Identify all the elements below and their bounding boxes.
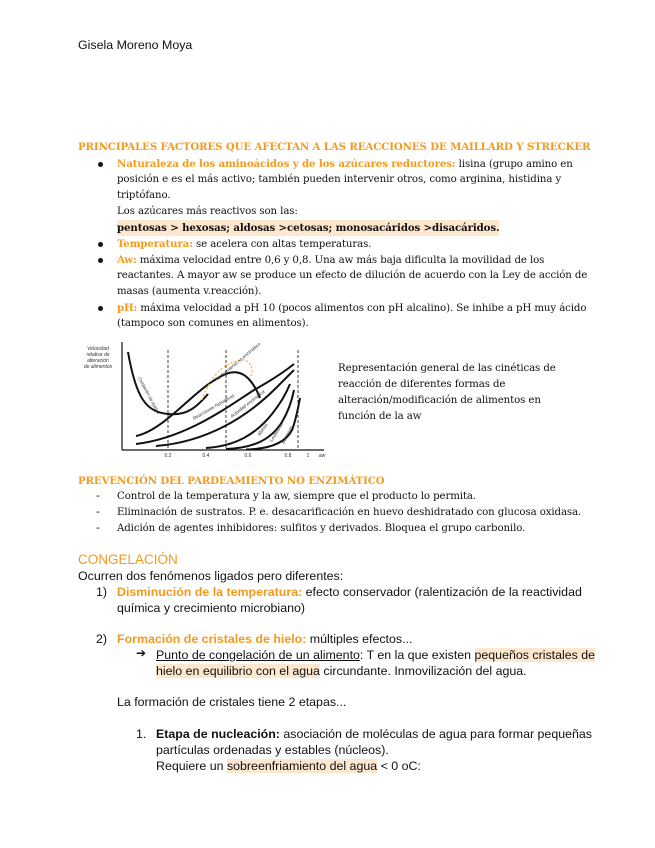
etapa-nucleacion-line3: Requiere un sobreenfriamiento del agua < 0 oC: bbox=[156, 759, 421, 773]
figure-caption: alteración/modificación de alimentos en bbox=[338, 395, 541, 406]
congelacion-intro: Ocurren dos fenómenos ligados pero diferentes: bbox=[78, 569, 344, 583]
figure-ylabel: de alimentos bbox=[83, 364, 113, 370]
etapas-intro: La formación de cristales tiene 2 etapas... bbox=[117, 695, 347, 709]
bullet bbox=[98, 258, 103, 263]
bullet-aw: Aw: máxima velocidad entre 0,6 y 0,8. Una aw más baja dificulta la movilidad de los bbox=[117, 254, 545, 266]
prevention-item: Adición de agentes inhibidores: sulfitos y derivados. Bloquea el grupo carbonilo. bbox=[117, 523, 526, 534]
xtick: 0.2 bbox=[164, 453, 172, 459]
label-enzimatica: Actividad enzimática bbox=[229, 389, 266, 419]
etapa-nucleacion: Etapa de nucleación: asociación de moléculas de agua para formar pequeñas bbox=[156, 727, 592, 741]
figure-ylabel: alteración bbox=[87, 358, 109, 364]
list-number: 2) bbox=[96, 632, 108, 646]
xtick: 1 bbox=[306, 453, 310, 459]
azucares-reactivos: Los azúcares más reactivos son las: bbox=[117, 206, 298, 217]
figure-caption: reacción de diferentes formas de bbox=[338, 379, 506, 390]
label-levaduras: Levaduras bbox=[268, 421, 285, 443]
xtick: 0.6 bbox=[244, 453, 252, 459]
figure-ylabel: Velocidad bbox=[87, 346, 109, 352]
bullet bbox=[98, 306, 103, 311]
label-mohos: Mohos bbox=[256, 422, 269, 437]
punto-congelacion-line2: hielo en equilibrio con el agua circundante. Inmovilización del agua. bbox=[156, 664, 527, 678]
figure-caption: función de la aw bbox=[338, 411, 422, 422]
label-hidroliticas: Reacciones hidrolíticas bbox=[192, 392, 236, 421]
label-bacterias: Bacterias bbox=[280, 425, 294, 445]
arrow-icon: ➔ bbox=[136, 646, 147, 660]
bullet-aminoacidos: Naturaleza de los aminoácidos y de los azúcares reductores: lisina (grupo amino en bbox=[117, 158, 573, 170]
xtick: 0.4 bbox=[202, 453, 210, 459]
bullet bbox=[98, 162, 103, 167]
bullet-aminoacidos-line3: triptófano. bbox=[117, 190, 171, 201]
figure-ylabel: relativa de bbox=[86, 352, 110, 358]
bullet-aw-line2: reactantes. A mayor aw se produce un efecto de dilución de acuerdo con la Ley de acción de bbox=[117, 270, 588, 281]
author-name: Gisela Moreno Moya bbox=[78, 38, 193, 52]
xtick: 0.8 bbox=[284, 453, 292, 459]
dash-marker: - bbox=[96, 505, 100, 518]
maillard-title: PRINCIPALES FACTORES QUE AFECTAN A LAS REACCIONES DE MAILLARD Y STRECKER bbox=[78, 141, 591, 153]
bullet bbox=[98, 242, 103, 247]
aw-kinetics-figure bbox=[76, 338, 336, 460]
figure-caption: Representación general de las cinéticas de bbox=[338, 363, 556, 374]
figure-xlabel: aw bbox=[318, 453, 326, 459]
azucares-orden: pentosas > hexosas; aldosas >cetosas; monosacáridos >disacáridos. bbox=[117, 222, 500, 234]
prevention-title: PREVENCIÓN DEL PARDEAMIENTO NO ENZIMÁTICO bbox=[78, 475, 385, 487]
label-oxidacion: Oxidación de lípidos bbox=[137, 376, 161, 416]
bullet-aminoacidos-line2: posición e es el más activo; también pueden intervenir otros, como arginina, histidina y bbox=[117, 174, 562, 185]
bullet-aw-line3: masas (aumenta v.reacción). bbox=[117, 286, 262, 297]
prevention-item: Control de la temperatura y la aw, siempre que el producto lo permita. bbox=[117, 491, 477, 502]
congelacion-item-temperatura: Disminución de la temperatura: efecto conservador (ralentización de la reactividad bbox=[117, 585, 582, 599]
dash-marker: - bbox=[96, 521, 100, 534]
list-number: 1. bbox=[136, 727, 147, 741]
congelacion-title: CONGELACIÓN bbox=[78, 552, 178, 567]
punto-congelacion: Punto de congelación de un alimento: T en la que existen pequeños cristales de bbox=[156, 648, 596, 662]
prevention-item: Eliminación de sustratos. P. e. desacarificación en huevo deshidratado con glucosa oxidasa. bbox=[117, 507, 582, 518]
congelacion-item-temperatura-line2: química y crecimiento microbiano) bbox=[117, 601, 305, 615]
bullet-temperatura: Temperatura: se acelera con altas temperaturas. bbox=[117, 238, 372, 250]
congelacion-item-cristales: Formación de cristales de hielo: múltiples efectos... bbox=[117, 632, 413, 646]
curve-highlight bbox=[202, 360, 252, 400]
list-number: 1) bbox=[96, 585, 108, 599]
bullet-ph: pH: máxima velocidad a pH 10 (pocos alimentos con pH alcalino). Se inhibe a pH muy ácido bbox=[117, 302, 587, 314]
bullet-ph-line2: (tampoco son comunes en alimentos). bbox=[117, 318, 309, 329]
dash-marker: - bbox=[96, 489, 100, 502]
etapa-nucleacion-line2: partículas ordenadas y estables (núcleos). bbox=[156, 743, 389, 757]
label-pardeamiento: Pardeamiento no enzimático bbox=[213, 341, 262, 383]
